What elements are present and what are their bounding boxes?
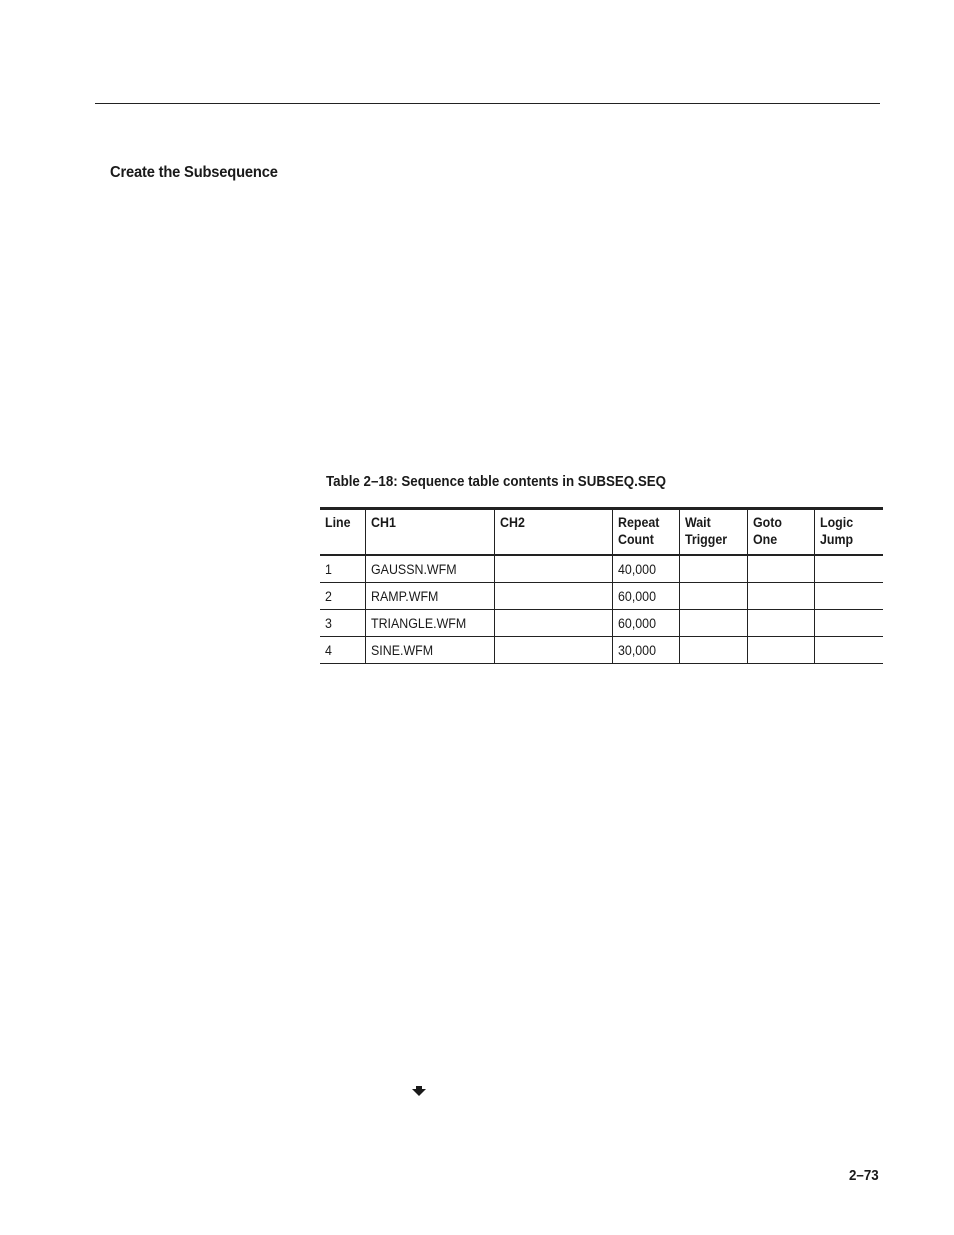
cell-ch1: TRIANGLE.WFM <box>365 610 494 637</box>
cell-ch1: SINE.WFM <box>365 637 494 664</box>
cell-ch2 <box>494 583 612 610</box>
cell-wait-trigger <box>679 583 747 610</box>
cell-line: 1 <box>320 555 365 583</box>
table-row <box>320 555 883 583</box>
cell-repeat-count: 60,000 <box>612 583 679 610</box>
column-header-ch1: CH1 <box>365 509 494 556</box>
column-header-repeat-count: Repeat Count <box>612 509 679 556</box>
arrow-down-icon <box>412 1086 426 1096</box>
column-header-wait-trigger: Wait Trigger <box>679 509 747 556</box>
sequence-table <box>320 507 883 664</box>
table-header-row <box>320 509 883 556</box>
column-header-line: Line <box>320 509 365 556</box>
page-number: 2–73 <box>849 1168 879 1184</box>
table-row <box>320 583 883 610</box>
header-rule <box>95 103 880 104</box>
section-heading: Create the Subsequence <box>110 164 278 181</box>
table-caption: Table 2–18: Sequence table contents in SUBSEQ.SEQ <box>326 474 667 490</box>
cell-repeat-count: 40,000 <box>612 555 679 583</box>
column-header-ch2: CH2 <box>494 509 612 556</box>
cell-repeat-count: 30,000 <box>612 637 679 664</box>
cell-line: 3 <box>320 610 365 637</box>
cell-ch1: GAUSSN.WFM <box>365 555 494 583</box>
cell-wait-trigger <box>679 555 747 583</box>
column-header-logic-jump: Logic Jump <box>814 509 883 556</box>
cell-ch1: RAMP.WFM <box>365 583 494 610</box>
cell-logic-jump <box>814 637 883 664</box>
cell-goto-one <box>747 610 814 637</box>
cell-logic-jump <box>814 555 883 583</box>
cell-ch2 <box>494 555 612 583</box>
cell-line: 4 <box>320 637 365 664</box>
cell-goto-one <box>747 637 814 664</box>
cell-logic-jump <box>814 610 883 637</box>
cell-line: 2 <box>320 583 365 610</box>
cell-wait-trigger <box>679 637 747 664</box>
cell-goto-one <box>747 555 814 583</box>
table-row <box>320 637 883 664</box>
cell-repeat-count: 60,000 <box>612 610 679 637</box>
cell-goto-one <box>747 583 814 610</box>
cell-ch2 <box>494 637 612 664</box>
column-header-goto-one: Goto One <box>747 509 814 556</box>
cell-wait-trigger <box>679 610 747 637</box>
cell-logic-jump <box>814 583 883 610</box>
table-row <box>320 610 883 637</box>
cell-ch2 <box>494 610 612 637</box>
